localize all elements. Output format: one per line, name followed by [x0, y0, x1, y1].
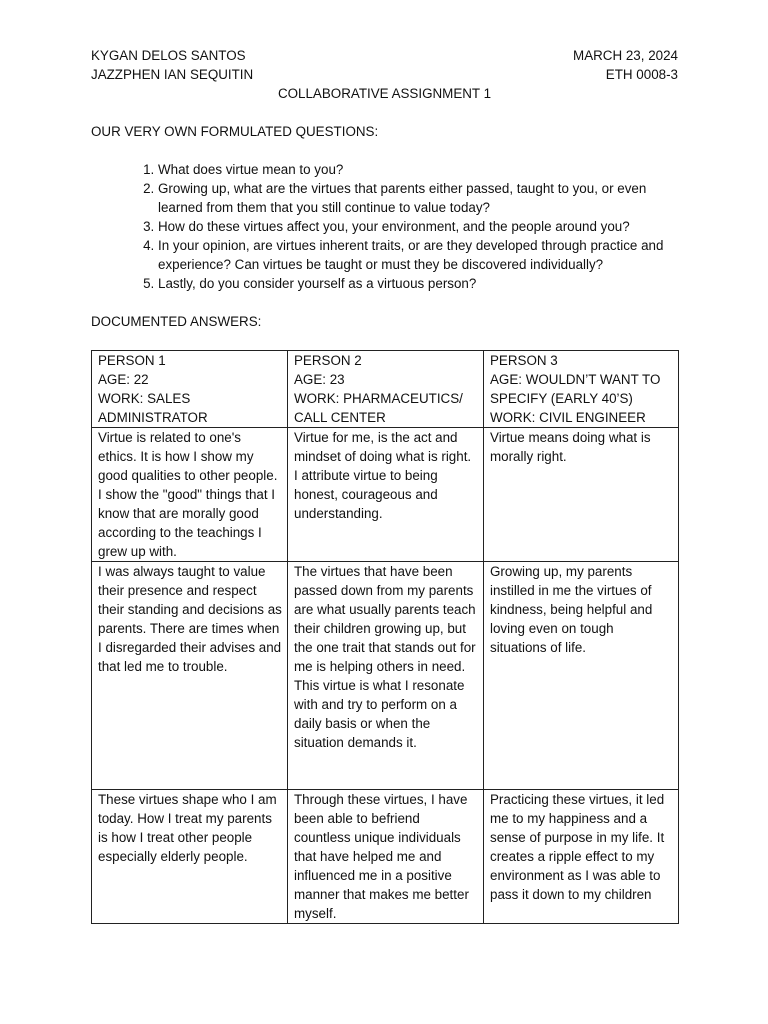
person-2-header	[288, 351, 484, 428]
person-work: WORK: CIVIL ENGINEER	[490, 410, 646, 425]
table-row	[92, 562, 679, 790]
person-work: WORK: PHARMACEUTICS/ CALL CENTER	[294, 391, 463, 425]
answers-table	[91, 350, 679, 924]
answer-cell: Through these virtues, I have been able to befriend countless unique individuals that have helped me and influenced me in a positive manner that makes me better myself.	[288, 790, 484, 924]
person-age: AGE: 22	[98, 372, 149, 387]
question-item: 3. How do these virtues affect you, your environment, and the people around you?	[158, 217, 678, 236]
table-header-row	[92, 351, 679, 428]
question-item: 1. What does virtue mean to you?	[158, 160, 678, 179]
question-item: 2. Growing up, what are the virtues that parents either passed, taught to you, or even learned from them that you still continue to value today?	[158, 179, 678, 217]
answer-cell: Virtue for me, is the act and mindset of doing what is right. I attribute virtue to being honest, courageous and understanding.	[288, 428, 484, 562]
answer-cell: These virtues shape who I am today. How I treat my parents is how I treat other people especially elderly people.	[92, 790, 288, 924]
header-row-1	[91, 46, 678, 65]
answer-cell: Practicing these virtues, it led me to my happiness and a sense of purpose in my life. It creates a ripple effect to my environment as I was able to pass it down to my children	[484, 790, 679, 924]
question-item: 5. Lastly, do you consider yourself as a virtuous person?	[158, 274, 678, 293]
question-item: 4. In your opinion, are virtues inherent traits, or are they developed through practice and experience? Can virtues be taught or must they be discovered individually?	[158, 236, 678, 274]
questions-heading: OUR VERY OWN FORMULATED QUESTIONS:	[91, 124, 379, 139]
table-row	[92, 428, 679, 562]
answer-cell: Growing up, my parents instilled in me the virtues of kindness, being helpful and loving even on tough situations of life.	[484, 562, 679, 790]
person-label: PERSON 3	[490, 353, 558, 368]
author-name-2: JAZZPHEN IAN SEQUITIN	[91, 67, 254, 82]
table-row	[92, 790, 679, 924]
document-title: COLLABORATIVE ASSIGNMENT 1	[277, 86, 492, 101]
person-3-header	[484, 351, 679, 428]
answer-cell: Virtue means doing what is morally right.	[484, 428, 679, 562]
person-work: WORK: SALES ADMINISTRATOR	[98, 391, 208, 425]
header-row-2	[91, 65, 678, 84]
course-code: ETH 0008-3	[605, 67, 678, 82]
answer-cell: I was always taught to value their presence and respect their standing and decisions as parents. There are times when I disregarded their advises and that led me to trouble.	[92, 562, 288, 790]
answers-heading: DOCUMENTED ANSWERS:	[91, 314, 262, 329]
person-age: AGE: WOULDN’T WANT TO SPECIFY (EARLY 40’S)	[490, 372, 661, 406]
date: MARCH 23, 2024	[573, 48, 678, 63]
answer-cell: The virtues that have been passed down from my parents are what usually parents teach their children growing up, but the one trait that stands out for me is helping others in need. This virtue is what I resonate with and try to perform on a daily basis or when the situation demands it.	[288, 562, 484, 790]
author-name-1: KYGAN DELOS SANTOS	[91, 48, 246, 63]
person-age: AGE: 23	[294, 372, 345, 387]
person-label: PERSON 2	[294, 353, 362, 368]
person-label: PERSON 1	[98, 353, 166, 368]
questions-list	[91, 160, 678, 293]
person-1-header	[92, 351, 288, 428]
answer-cell: Virtue is related to one's ethics. It is how I show my good qualities to other people. I show the "good" things that I know that are morally good according to the teachings I grew up with.	[92, 428, 288, 562]
document-page	[91, 46, 678, 924]
